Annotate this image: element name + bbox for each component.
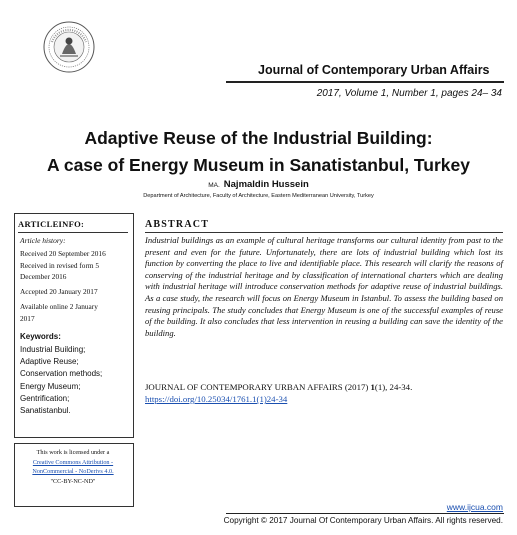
abstract-heading: ABSTRACT — [145, 219, 210, 230]
citation — [145, 381, 503, 405]
citation-pages: (1), 24-34. — [374, 382, 413, 392]
keyword-item: Adaptive Reuse; — [20, 357, 79, 367]
article-info-divider — [18, 232, 128, 233]
keyword-item: Sanatistanbul. — [20, 406, 71, 416]
issue-info: 2017, Volume 1, Number 1, pages 24– 34 — [316, 88, 502, 99]
journal-name: Journal of Contemporary Urban Affairs — [258, 63, 490, 77]
license-link[interactable]: Creative Commons Attribution - — [32, 458, 114, 466]
author-affiliation: Department of Architecture, Faculty of Architecture, Eastern Mediterranean University, Turkey — [143, 193, 374, 199]
history-line: Available online 2 January — [20, 302, 98, 311]
footer-divider — [226, 513, 504, 514]
keyword-item: Industrial Building; — [20, 345, 86, 354]
header-divider — [226, 81, 504, 83]
keyword-item: Gentrification; — [20, 393, 70, 403]
citation-volume: 1 — [370, 382, 375, 392]
history-line: 2017 — [20, 313, 35, 323]
history-line: December 2016 — [20, 272, 67, 281]
history-line: Received in revised form 5 — [20, 260, 100, 270]
article-info-heading: ARTICLEINFO: — [18, 219, 85, 229]
doi-link[interactable]: https://doi.org/10.25034/1761.1(1)24-34 — [145, 394, 288, 404]
history-line: Received 20 September 2016 — [20, 249, 106, 258]
journal-website-link[interactable]: www.ijcua.com — [446, 502, 503, 512]
license-link[interactable]: NonCommercial - NoDerivs 4.0. — [32, 468, 114, 476]
abstract-text: Industrial buildings as an example of cultural heritage transforms our cultural identity from past to the present and even for the future. Unfortunately, there are lots of industrial building which lost its function by converting the place to live and identifiable place. This research will clarify the reasons of conserving of the industrial heritage and by classification of international charters which are dealing with industrial heritage will introduce conservation methods for adaptive reuse of industrial buildings. As a case study, the research will focus on Energy Museum in Istanbul. To assess the building based on reusing principals. The study concludes that Energy Museum is one of the successful examples of reuse of the building. It also concludes that less intervention in reusing a building can save the identity of the building. — [145, 235, 503, 338]
abstract-divider — [145, 232, 503, 233]
paper-title-line-1: Adaptive Reuse of the Industrial Building: — [84, 128, 433, 148]
author-name: Najmaldin Hussein — [223, 179, 309, 190]
keywords-label: Keywords: — [20, 332, 61, 341]
copyright-notice: Copyright © 2017 Journal Of Contemporary Urban Affairs. All rights reserved. — [223, 516, 503, 525]
author-line — [0, 179, 517, 190]
journal-seal-logo — [42, 20, 96, 74]
keywords-list — [20, 344, 132, 417]
paper-title-line-2: A case of Energy Museum in Sanatistanbul, Turkey — [46, 155, 471, 175]
license-code: "CC-BY-NC-ND" — [50, 477, 96, 485]
keyword-item: Conservation methods; — [20, 369, 103, 379]
article-history-label: Article history: — [20, 236, 66, 245]
keyword-item: Energy Museum; — [20, 381, 81, 391]
license-text — [19, 448, 127, 486]
license-line: This work is licensed under a — [36, 449, 110, 456]
author-degree: MA. — [208, 182, 220, 189]
citation-journal: JOURNAL OF CONTEMPORARY URBAN AFFAIRS (2017) — [145, 382, 371, 392]
history-line: Accepted 20 January 2017 — [20, 287, 98, 296]
